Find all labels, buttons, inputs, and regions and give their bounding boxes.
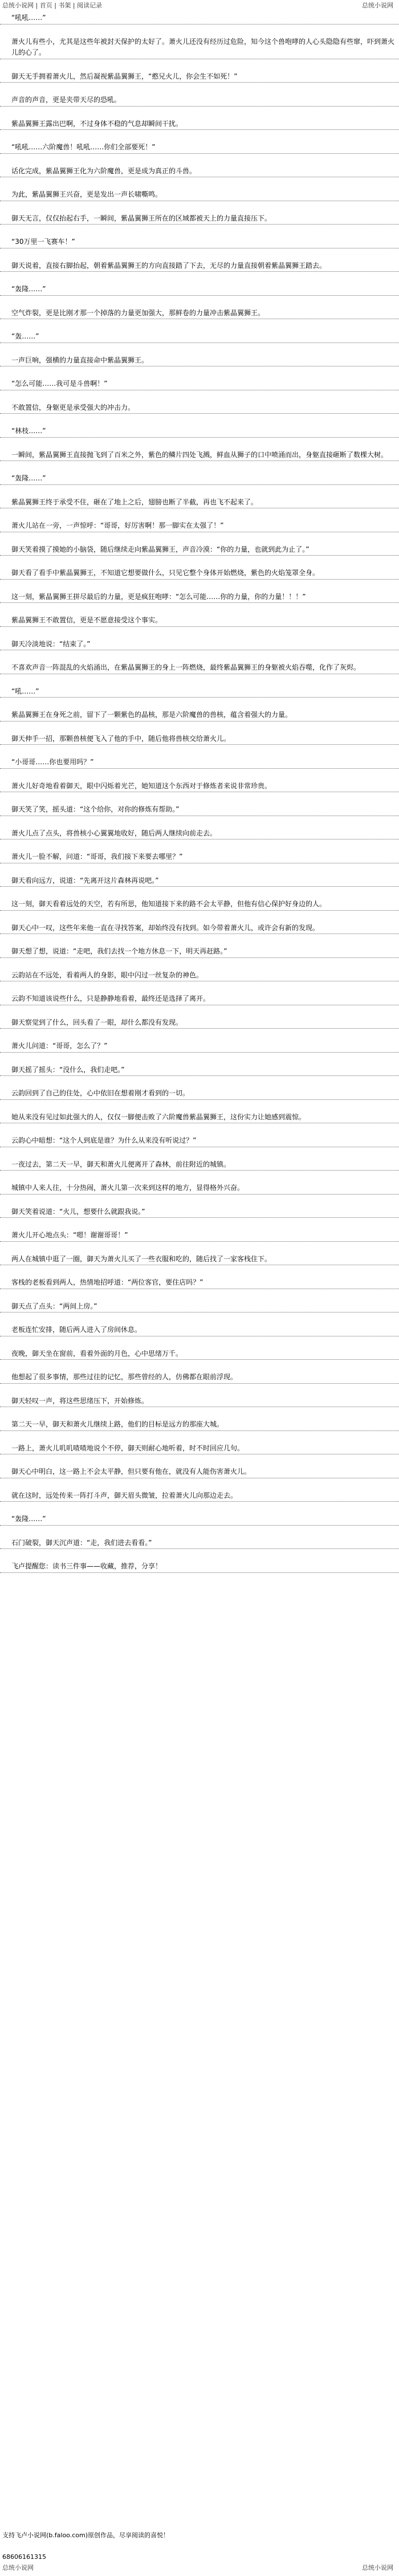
paragraph: “吼……” [0, 686, 399, 698]
paragraph: 御天无手拥着萧火儿，然后凝视紫晶翼狮王，“憨兄火儿，你会生不如死！” [0, 71, 399, 83]
paragraph: 御天笑着说道：“火儿，想要什么就跟我说。” [0, 1207, 399, 1218]
paragraph: 御天轻叹一声，将这些思绪压下，开始修炼。 [0, 1396, 399, 1408]
paragraph: 这一刻，御天看着远处的天空，若有所思，他知道接下来的路不会太平静，但他有信心保护好身边的人。 [0, 899, 399, 911]
paragraph: 不敢置信，身躯更是承受强大的冲击力。 [0, 402, 399, 414]
footer-support-text: 支持飞卢小说网(b.faloo.com)原创作品，尽享阅读的喜悦！ [2, 2532, 169, 2539]
paragraph: 紫晶翼狮王不敢置信，更是不愿意接受这个事实。 [0, 615, 399, 627]
paragraph: 萧火儿一脸不解，问道：“哥哥，我们接下来要去哪里？” [0, 851, 399, 863]
paragraph: 云韵不知道该说些什么，只是静静地看着，最终还是选择了离开。 [0, 993, 399, 1005]
paragraph: 她从来没有见过如此强大的人，仅仅一脚便击败了六阶魔兽紫晶翼狮王，这份实力让她感到震惊。 [0, 1112, 399, 1124]
chapter-content [0, 13, 399, 1585]
paragraph: “轰隆……” [0, 473, 399, 485]
paragraph: 御天摇了摇头：“没什么，我们走吧。” [0, 1065, 399, 1077]
paragraph: 萧火儿有些小，尤其是这些年被封天保护的太好了。萧火儿还没有经历过危险，知今这个兽咆哮的人心头隐隐有些窜，吓到萧火儿的心了。 [0, 36, 399, 59]
paragraph: 两人在城镇中逛了一圈，御天为萧火儿买了一些衣服和吃的，随后找了一家客栈住下。 [0, 1254, 399, 1266]
bottom-bar-site-name-right[interactable]: 总统小说网 [362, 2564, 393, 2571]
paragraph: 御天想了想，说道：“走吧，我们去找一个地方休息一下，明天再赶路。” [0, 946, 399, 958]
paragraph: 云韵回到了自己的住处，心中依旧在想着刚才看到的一切。 [0, 1088, 399, 1100]
paragraph: “轰隆……” [0, 1514, 399, 1526]
paragraph: 御天笑着摸了摸她的小脑袋，随后继续走向紫晶翼狮王，声音冷漠：“你的力量，也就到此为止了。” [0, 544, 399, 556]
bottom-bar-site-name-left[interactable]: 总统小说网 [2, 2564, 34, 2571]
paragraph: 御天点了点头：“两间上房。” [0, 1301, 399, 1313]
paragraph: 御天心中一叹，这些年来他一直在寻找答案，却始终没有找到。如今带着萧火儿，或许会有新的发现。 [0, 923, 399, 935]
footer-page-number: 68606161315 [2, 2553, 46, 2561]
paragraph: “吼吼……六阶魔兽！吼吼……你们全部要死！” [0, 142, 399, 154]
paragraph: “林枝……” [0, 426, 399, 438]
paragraph: 不喜欢声音一阵混乱的火焰涌出，在紫晶翼狮王的身上一阵燃烧，最终紫晶翼狮王的身躯被火焰吞噬，化作了灰烬。 [0, 662, 399, 674]
paragraph: 云韵心中暗想：“这个人到底是谁？为什么从来没有听说过？” [0, 1135, 399, 1147]
paragraph: “轰……” [0, 331, 399, 343]
paragraph: 这一刻，紫晶翼狮王拼尽最后的力量，更是疯狂咆哮：“怎么可能……你的力量，你的力量！！！” [0, 592, 399, 604]
paragraph: 老板连忙安排，随后两人进入了房间休息。 [0, 1324, 399, 1336]
paragraph: 一路上，萧火儿叽叽喳喳地说个不停，御天则耐心地听着，时不时回应几句。 [0, 1443, 399, 1455]
paragraph: 一瞬间，紫晶翼狮王直接抛飞到了百米之外，紫色的鳞片四处飞溅，鲜血从狮子的口中喷涌而出，身躯直接砸断了数棵大树。 [0, 450, 399, 462]
paragraph: 一声巨响，强横的力量直接命中紫晶翼狮王。 [0, 355, 399, 367]
paragraph: 紫晶翼狮王终于承受不住，砸在了地上之后，翅膀也断了半截，再也飞不起来了。 [0, 497, 399, 509]
paragraph: 就在这时，远处传来一阵打斗声，御天眉头微皱，拉着萧火儿向那边走去。 [0, 1490, 399, 1502]
paragraph: 为此，紫晶翼狮王兴奋，更是发出一声长啸嘶鸣。 [0, 189, 399, 201]
paragraph: 夜晚，御天坐在窗前，看着外面的月色，心中思绪万千。 [0, 1348, 399, 1360]
paragraph: “30万里一飞赛车！” [0, 237, 399, 248]
top-bar-nav[interactable]: 总统小说网 | 首页 | 书架 | 阅读记录 [2, 2, 103, 9]
paragraph: 御天伸手一招，那颗兽核便飞入了他的手中，随后他将兽核交给萧火儿。 [0, 733, 399, 745]
paragraph: 空气炸裂，更是比刚才那一个掉落的力量更加强大，那鲜卷的力量冲击紫晶翼狮王。 [0, 308, 399, 320]
paragraph: “轰隆……” [0, 284, 399, 296]
paragraph: 萧火儿问道：“哥哥，怎么了？” [0, 1041, 399, 1053]
paragraph: 萧火儿站在一旁，一声惊呼：“哥哥，好厉害啊！那一脚实在太强了！” [0, 520, 399, 532]
paragraph: 一夜过去，第二天一早，御天和萧火儿便离开了森林，前往附近的城镇。 [0, 1159, 399, 1171]
paragraph: 御天察觉到了什么，回头看了一眼，却什么都没有发现。 [0, 1017, 399, 1029]
paragraph: 话化完成，紫晶翼狮王化为六阶魔兽，更是成为真正的斗兽。 [0, 166, 399, 178]
paragraph: 御天无言，仅仅抬起右手，一瞬间，紫晶翼狮王所在的区域都被天上的力量直接压下。 [0, 213, 399, 225]
paragraph: 御天说着，直接右脚抬起，朝着紫晶翼狮王的方向直接踏了下去，无尽的力量直接朝着紫晶翼狮王踏去。 [0, 260, 399, 272]
paragraph: 石门破裂，御天沉声道：“走，我们进去看看。” [0, 1538, 399, 1550]
paragraph: 萧火儿开心地点头：“嗯！谢谢哥哥！” [0, 1230, 399, 1242]
paragraph: “怎么可能……我可是斗兽啊！” [0, 378, 399, 390]
paragraph: 御天心中明白，这一路上不会太平静，但只要有他在，就没有人能伤害萧火儿。 [0, 1466, 399, 1478]
paragraph: 他想起了很多事情，那些过往的记忆，那些曾经的人，仿佛都在眼前浮现。 [0, 1372, 399, 1384]
paragraph: 飞卢提醒您：读书三件事——收藏，推荐，分享！ [0, 1561, 399, 1573]
top-bar [0, 0, 399, 11]
paragraph: 御天冷淡地说：“结束了。” [0, 639, 399, 651]
paragraph: 城镇中人来人往，十分热闹，萧火儿第一次来到这样的地方，显得格外兴奋。 [0, 1183, 399, 1195]
paragraph: 紫晶翼狮王在身死之前，留下了一颗紫色的晶核，那是六阶魔兽的兽核，蕴含着强大的力量。 [0, 710, 399, 722]
paragraph: 御天看了看手中紫晶翼狮王，不知道它想要做什么，只见它整个身体开始燃烧，紫色的火焰笼罩全身。 [0, 568, 399, 580]
paragraph: 客栈的老板看到两人，热情地招呼道：“两位客官，要住店吗？” [0, 1277, 399, 1289]
paragraph: 萧火儿点了点头，将兽核小心翼翼地收好，随后两人继续向前走去。 [0, 828, 399, 840]
top-bar-site-name[interactable]: 总统小说网 [362, 2, 393, 9]
paragraph: 萧火儿好奇地看着御天，眼中闪烁着光芒，她知道这个东西对于修炼者来说非常珍贵。 [0, 781, 399, 793]
paragraph: 第二天一早，御天和萧火儿继续上路，他们的目标是远方的那座大城。 [0, 1419, 399, 1431]
paragraph: 声音的声音，更是夹带天尽的恐吼。 [0, 95, 399, 107]
paragraph: 御天看向远方，说道：“先离开这片森林再说吧。” [0, 875, 399, 887]
paragraph: “小哥哥……你也要用吗？” [0, 757, 399, 769]
paragraph: 紫晶翼狮王露出巴啊，不过身体不稳的气息却瞬间干扰。 [0, 119, 399, 131]
paragraph: 御天笑了笑，摇头道：“这个给你，对你的修炼有帮助。” [0, 804, 399, 816]
paragraph: 云韵站在不远处，看着两人的身影，眼中闪过一丝复杂的神色。 [0, 970, 399, 982]
paragraph: “吼吼……” [0, 13, 399, 25]
bottom-bar [0, 2562, 399, 2574]
